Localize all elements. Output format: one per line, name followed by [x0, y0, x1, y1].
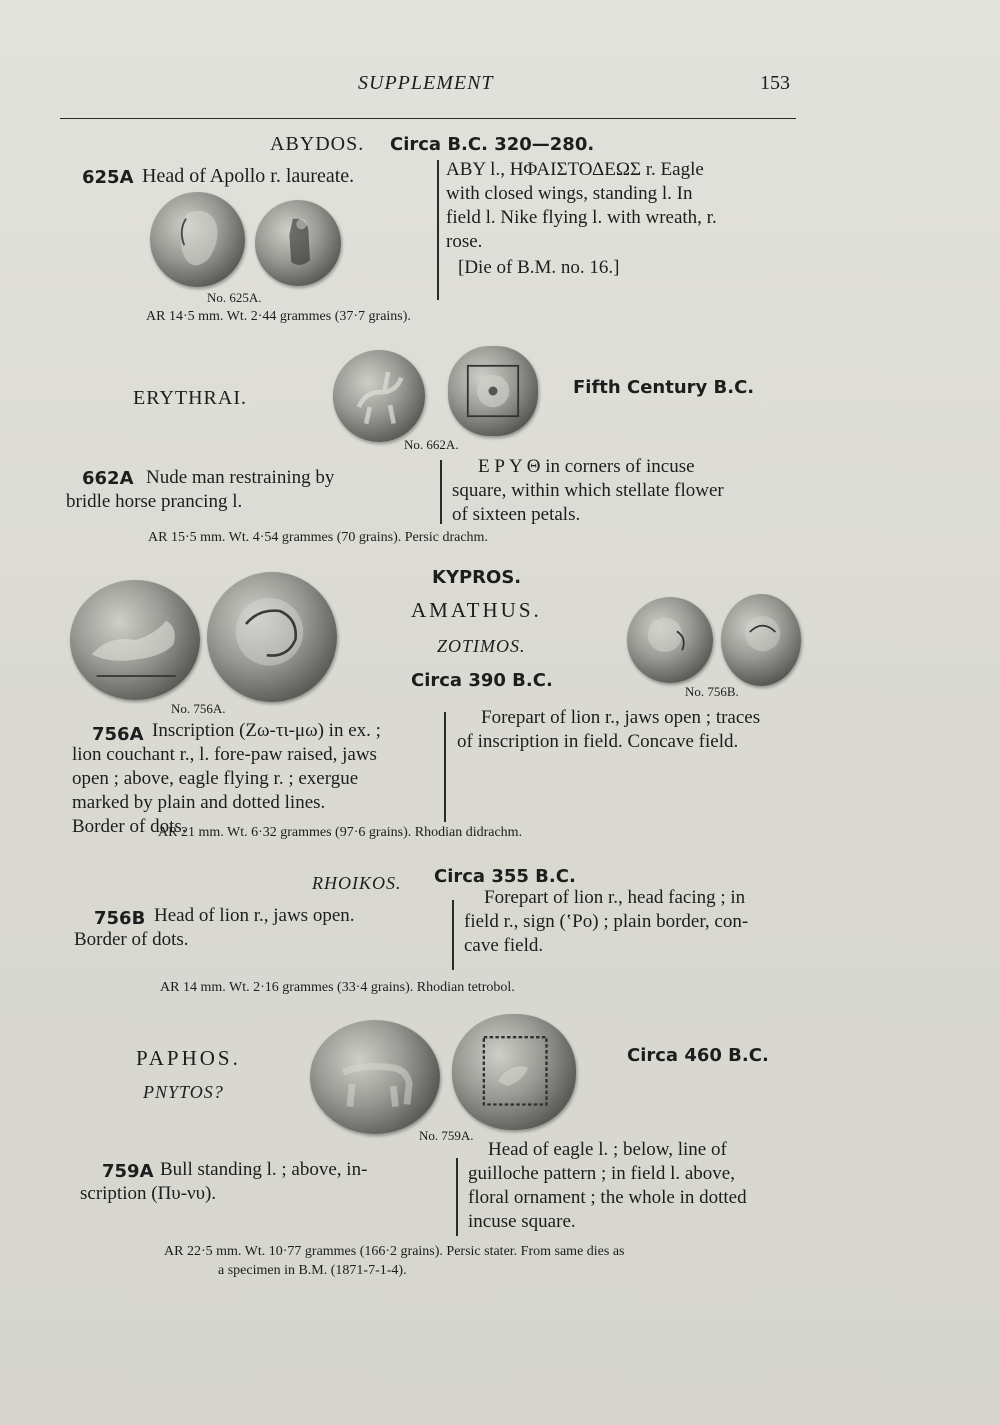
756a-obverse-line: open ; above, eagle flying r. ; exergue: [72, 768, 359, 789]
756a-obverse-line: Inscription (Ζω-τι-μω) in ex. ;: [152, 720, 381, 741]
plate-label-756a: No. 756A.: [171, 701, 226, 716]
756a-reverse: [457, 706, 760, 754]
erythrai-obverse-line: bridle horse prancing l.: [66, 491, 243, 512]
coin-759a-reverse-image: [452, 1014, 576, 1130]
coin-625a-obverse-image: [150, 192, 245, 287]
entry-number-756b: 756B: [94, 908, 146, 929]
coin-756a-reverse-image: [207, 572, 337, 702]
759a-reverse-line: incuse square.: [468, 1211, 576, 1232]
rhoikos-ruler: RHOIKOS.: [312, 873, 402, 893]
paphos-city: PAPHOS.: [136, 1046, 241, 1070]
759a-reverse: [468, 1138, 747, 1234]
kypros-region: KYPROS.: [432, 567, 522, 588]
coin-662a-obverse-image: [333, 350, 425, 442]
erythrai-reverse-line: square, within which stellate flower: [452, 480, 724, 501]
erythrai-reverse-line: Ε Ρ Υ Θ in corners of incuse: [478, 456, 695, 477]
756a-obverse-line: marked by plain and dotted lines.: [72, 792, 326, 813]
756b-obverse: [74, 904, 355, 952]
plate-label-756b: No. 756B.: [685, 684, 739, 699]
plate-label-662a: No. 662A.: [404, 437, 459, 452]
756b-obverse-line: Border of dots.: [74, 929, 189, 950]
entry-number-662a: 662A: [82, 468, 134, 489]
abydos-reverse-line: ΑΒΥ l., ΗΦΑΙΣΤΟΔΕΩΣ r. Eagle: [446, 159, 704, 180]
zotimos-ruler: ZOTIMOS.: [437, 636, 526, 656]
coin-625a-reverse-image: [255, 200, 341, 286]
erythrai-obverse-line: Nude man restraining by: [146, 467, 335, 488]
erythrai-reverse-line: of sixteen petals.: [452, 504, 581, 525]
756a-reverse-line: of inscription in field. Concave field.: [457, 731, 739, 752]
coin-756b-obverse-image: [627, 597, 713, 683]
amathus-city: AMATHUS.: [411, 598, 542, 622]
running-title: SUPPLEMENT: [358, 72, 494, 94]
abydos-obverse: Head of Apollo r. laureate.: [142, 165, 355, 187]
756a-obverse: [72, 719, 381, 839]
erythrai-column-divider: [440, 460, 442, 524]
abydos-reverse-line: rose.: [446, 231, 483, 252]
756a-metrics: AR 21 mm. Wt. 6·32 grammes (97·6 grains). Rhodian didrachm.: [158, 825, 523, 840]
759a-reverse-line: guilloche pattern ; in field l. above,: [468, 1163, 735, 1184]
entry-number-756a: 756A: [92, 724, 144, 745]
erythrai-obverse: [66, 466, 334, 514]
pnytos-ruler: PNYTOS?: [143, 1082, 224, 1102]
coin-759a-obverse-image: [310, 1020, 440, 1134]
759a-metrics-line-1: AR 22·5 mm. Wt. 10·77 grammes (166·2 grains). Persic stater. From same dies as: [164, 1244, 625, 1259]
coin-756a-obverse-image: [70, 580, 200, 700]
paphos-date: Circa 460 B.C.: [627, 1045, 769, 1066]
entry-number-759a: 759A: [102, 1161, 154, 1182]
rhoikos-date: Circa 355 B.C.: [434, 866, 576, 887]
756a-obverse-line: Border of dots.: [72, 816, 187, 837]
abydos-reverse: [446, 158, 717, 280]
plate-label-625a: No. 625A.: [207, 290, 262, 305]
759a-metrics-line-2: a specimen in B.M. (1871-7-1-4).: [218, 1263, 407, 1278]
abydos-reverse-line: with closed wings, standing l. In: [446, 183, 693, 204]
759a-obverse-line: scription (Πυ-νυ).: [80, 1183, 217, 1204]
abydos-die-note: [Die of B.M. no. 16.]: [458, 257, 620, 278]
759a-reverse-line: floral ornament ; the whole in dotted: [468, 1187, 747, 1208]
756b-column-divider: [452, 900, 454, 970]
abydos-column-divider: [437, 160, 439, 300]
756b-obverse-line: Head of lion r., jaws open.: [154, 905, 355, 926]
erythrai-heading-city: ERYTHRAI.: [133, 387, 247, 409]
756a-reverse-line: Forepart of lion r., jaws open ; traces: [481, 707, 761, 728]
coin-756b-reverse-image: [721, 594, 801, 686]
756b-reverse: [464, 886, 748, 958]
coin-662a-reverse-image: [448, 346, 538, 436]
header-rule: [60, 118, 796, 119]
759a-column-divider: [456, 1158, 458, 1236]
abydos-metrics: AR 14·5 mm. Wt. 2·44 grammes (37·7 grains).: [146, 309, 411, 324]
plate-label-759a: No. 759A.: [419, 1128, 474, 1143]
756a-column-divider: [444, 712, 446, 822]
abydos-reverse-line: field l. Nike flying l. with wreath, r.: [446, 207, 717, 228]
756b-reverse-line: field r., sign (ʽΡο) ; plain border, con-: [464, 911, 749, 932]
abydos-heading-date: Circa B.C. 320—280.: [390, 134, 595, 155]
erythrai-reverse: [452, 455, 724, 527]
erythrai-heading-date: Fifth Century B.C.: [573, 377, 755, 398]
abydos-heading-city: ABYDOS.: [270, 133, 365, 155]
756a-obverse-line: lion couchant r., l. fore-paw raised, jaws: [72, 744, 377, 765]
entry-number-625a: 625A: [82, 167, 134, 188]
erythrai-metrics: AR 15·5 mm. Wt. 4·54 grammes (70 grains). Persic drachm.: [148, 530, 488, 545]
756b-reverse-line: cave field.: [464, 935, 544, 956]
756b-metrics: AR 14 mm. Wt. 2·16 grammes (33·4 grains). Rhodian tetrobol.: [160, 980, 515, 995]
page-number: 153: [760, 72, 790, 94]
kypros-date: Circa 390 B.C.: [411, 670, 553, 691]
759a-reverse-line: Head of eagle l. ; below, line of: [488, 1139, 727, 1160]
759a-obverse: [80, 1158, 367, 1206]
759a-obverse-line: Bull standing l. ; above, in-: [160, 1159, 368, 1180]
756b-reverse-line: Forepart of lion r., head facing ; in: [484, 887, 746, 908]
